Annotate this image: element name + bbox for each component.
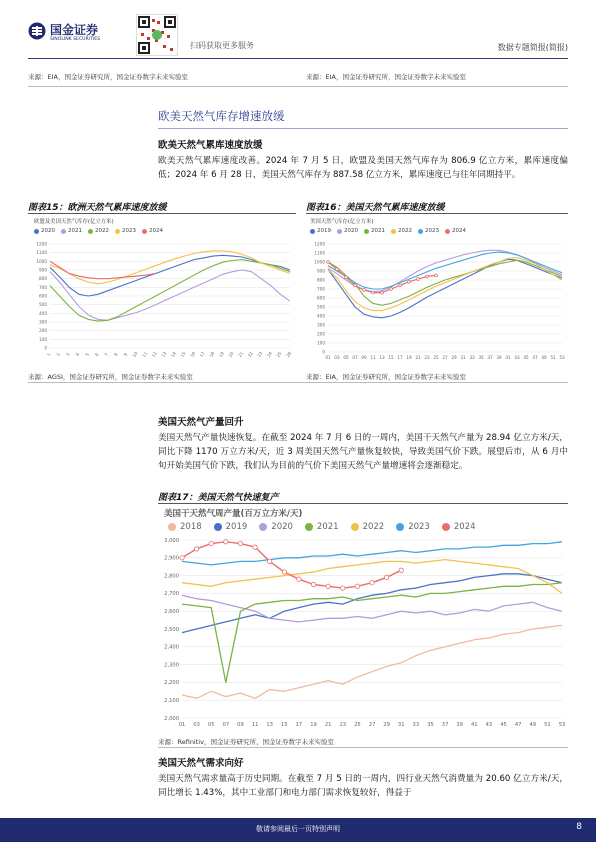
series-point-2024 bbox=[426, 275, 429, 278]
x-tick-label: 01 bbox=[325, 355, 331, 361]
y-tick-label: 300 bbox=[39, 319, 47, 325]
report-type: 数据专题简报(简报) bbox=[497, 43, 568, 52]
fig15-legend-item: 2022 bbox=[88, 228, 109, 234]
x-tick-label: 05 bbox=[343, 355, 349, 361]
series-point-2024 bbox=[326, 584, 330, 588]
fig15-legend-item: 2020 bbox=[34, 228, 55, 234]
x-tick-label: 37 bbox=[487, 355, 493, 361]
x-tick-label: 13 bbox=[379, 355, 385, 361]
series-point-2024 bbox=[311, 582, 315, 586]
series-point-2024 bbox=[238, 541, 242, 545]
series-point-2024 bbox=[209, 541, 213, 545]
x-tick-label: 12 bbox=[150, 350, 158, 359]
fig17-rule bbox=[158, 503, 568, 504]
y-tick-label: 400 bbox=[317, 313, 325, 319]
fig15-title: 图表15：欧洲天然气累库速度放缓 bbox=[28, 203, 167, 213]
fig16-chart bbox=[306, 238, 568, 366]
series-point-2024 bbox=[384, 575, 388, 579]
x-tick-label: 1 bbox=[45, 352, 52, 357]
section-title-rule bbox=[158, 128, 568, 129]
x-tick-label: 19 bbox=[310, 722, 317, 729]
y-tick-label: 0 bbox=[322, 349, 325, 355]
fig17-source: 来源：Refinitiv，国金证券研究所，国金证券数字未来实验室 bbox=[158, 738, 334, 746]
y-tick-label: 2,100 bbox=[164, 698, 179, 705]
x-tick-label: 33 bbox=[469, 355, 475, 361]
series-point-2024 bbox=[370, 581, 374, 585]
y-tick-label: 1100 bbox=[36, 250, 47, 256]
series-point-2024 bbox=[180, 556, 184, 560]
y-tick-label: 500 bbox=[317, 304, 325, 310]
x-tick-label: 29 bbox=[451, 355, 457, 361]
series-point-2024 bbox=[297, 577, 301, 581]
series-point-2024 bbox=[336, 268, 339, 271]
x-tick-label: 39 bbox=[456, 722, 463, 729]
series-point-2024 bbox=[417, 278, 420, 281]
fig16-legend-item: 2021 bbox=[364, 228, 385, 234]
x-tick-label: 51 bbox=[550, 355, 556, 361]
y-tick-label: 3,000 bbox=[164, 537, 179, 544]
series-point-2024 bbox=[355, 584, 359, 588]
y-tick-label: 900 bbox=[317, 268, 325, 274]
series-line-2023 bbox=[328, 252, 562, 289]
x-tick-label: 45 bbox=[523, 355, 529, 361]
fig17-legend-item: 2023 bbox=[396, 522, 430, 532]
x-tick-label: 19 bbox=[217, 350, 226, 359]
series-point-2024 bbox=[267, 559, 271, 563]
series-point-2024 bbox=[327, 261, 330, 264]
fig17-legend-item: 2018 bbox=[168, 522, 202, 532]
y-tick-label: 100 bbox=[39, 336, 47, 342]
logo-en-text: SINOLINK SECURITIES bbox=[50, 37, 101, 42]
x-tick-label: 35 bbox=[427, 722, 434, 729]
y-tick-label: 2,400 bbox=[164, 644, 179, 651]
y-tick-label: 2,000 bbox=[164, 715, 179, 722]
series-point-2024 bbox=[253, 545, 257, 549]
x-tick-label: 22 bbox=[246, 350, 254, 359]
series-point-2024 bbox=[381, 291, 384, 294]
fig15-legend-item: 2023 bbox=[115, 228, 136, 234]
x-tick-label: 23 bbox=[339, 722, 347, 729]
x-tick-label: 43 bbox=[514, 355, 520, 361]
x-tick-label: 25 bbox=[275, 350, 283, 359]
fig16-legend-item: 2022 bbox=[391, 228, 412, 234]
x-tick-label: 26 bbox=[285, 350, 293, 359]
fig17-bottom-rule bbox=[158, 747, 568, 748]
section-title: 欧美天然气库存增速放缓 bbox=[158, 109, 285, 123]
sub1-title: 欧美天然气累库速度放缓 bbox=[158, 140, 263, 151]
fig16-legend-item: 2024 bbox=[445, 228, 466, 234]
x-tick-label: 41 bbox=[505, 355, 511, 361]
x-tick-label: 53 bbox=[559, 355, 565, 361]
fig17-chart bbox=[158, 536, 568, 732]
fig16-source: 来源：EIA，国金证券研究所，国金证券数字未来实验室 bbox=[306, 373, 466, 381]
y-tick-label: 300 bbox=[317, 322, 325, 328]
x-tick-label: 23 bbox=[424, 355, 430, 361]
x-tick-label: 13 bbox=[266, 722, 273, 729]
fig-pair-bottom-rule bbox=[28, 382, 568, 383]
x-tick-label: 20 bbox=[227, 350, 235, 359]
y-tick-label: 2,900 bbox=[164, 555, 179, 562]
fig16-legend-item: 2023 bbox=[418, 228, 439, 234]
series-point-2024 bbox=[345, 276, 348, 279]
sub1-paragraph: 欧美天然气累库速度改善。2024 年 7 月 5 日，欧盟及美国天然气库存为 806.9 亿立方米，累库速度偏低；2024 年 6 月 28 日，美国天然气库存为 887.58 亿立方米，累库速度已与往年同期持平。 bbox=[158, 156, 568, 181]
x-tick-label: 15 bbox=[179, 350, 187, 359]
x-tick-label: 33 bbox=[412, 722, 420, 729]
fig17-legend-item: 2019 bbox=[214, 522, 248, 532]
fig16-rule bbox=[306, 213, 568, 214]
y-tick-label: 800 bbox=[317, 277, 325, 283]
fig15-legend-item: 2024 bbox=[142, 228, 163, 234]
x-tick-label: 39 bbox=[496, 355, 502, 361]
x-tick-label: 07 bbox=[352, 355, 358, 361]
top-source-left: 来源：EIA，国金证券研究所，国金证券数字未来实验室 bbox=[28, 73, 188, 81]
fig17-title: 图表17：美国天然气快速复产 bbox=[158, 493, 279, 503]
x-tick-label: 18 bbox=[208, 350, 216, 359]
logo-cn-text: 国金证券 bbox=[50, 23, 99, 37]
x-tick-label: 8 bbox=[113, 352, 119, 357]
top-source-rule bbox=[28, 86, 568, 87]
x-tick-label: 29 bbox=[383, 722, 390, 729]
sinolink-logo-icon bbox=[28, 22, 46, 40]
series-point-2024 bbox=[282, 570, 286, 574]
fig17-legend-item: 2020 bbox=[259, 522, 293, 532]
x-tick-label: 03 bbox=[193, 722, 200, 729]
fig15-chart bbox=[28, 238, 296, 366]
x-tick-label: 17 bbox=[295, 722, 303, 729]
top-source-right: 来源：EIA，国金证券研究所，国金证券数字未来实验室 bbox=[306, 73, 466, 81]
x-tick-label: 35 bbox=[478, 355, 484, 361]
fig17-inner-title: 美国干天然气周产量(百万立方米/天) bbox=[164, 509, 303, 519]
fig17-legend-item: 2021 bbox=[305, 522, 339, 532]
x-tick-label: 14 bbox=[169, 350, 178, 359]
y-tick-label: 2,600 bbox=[164, 609, 179, 616]
x-tick-label: 27 bbox=[442, 355, 448, 361]
y-tick-label: 2,700 bbox=[164, 591, 179, 598]
series-point-2024 bbox=[363, 289, 366, 292]
x-tick-label: 17 bbox=[397, 355, 403, 361]
y-tick-label: 2,200 bbox=[164, 680, 179, 687]
x-tick-label: 19 bbox=[406, 355, 412, 361]
x-tick-label: 5 bbox=[84, 352, 90, 357]
logo bbox=[28, 20, 120, 46]
y-tick-label: 1200 bbox=[36, 241, 47, 247]
y-tick-label: 900 bbox=[39, 267, 47, 273]
fig15-legend-item: 2021 bbox=[61, 228, 82, 234]
x-tick-label: 03 bbox=[334, 355, 340, 361]
x-tick-label: 25 bbox=[354, 722, 361, 729]
x-tick-label: 05 bbox=[207, 722, 215, 729]
y-tick-label: 400 bbox=[39, 310, 47, 316]
x-tick-label: 09 bbox=[361, 355, 367, 361]
qr-caption: 扫码获取更多服务 bbox=[190, 41, 254, 50]
series-point-2024 bbox=[408, 280, 411, 283]
x-tick-label: 51 bbox=[544, 722, 551, 729]
x-tick-label: 27 bbox=[368, 722, 376, 729]
x-tick-label: 47 bbox=[514, 722, 522, 729]
page-number: 8 bbox=[576, 822, 582, 832]
series-line-2022 bbox=[182, 560, 562, 594]
y-tick-label: 600 bbox=[317, 295, 325, 301]
y-tick-label: 700 bbox=[317, 286, 325, 292]
x-tick-label: 17 bbox=[198, 350, 206, 359]
x-tick-label: 49 bbox=[529, 722, 537, 729]
x-tick-label: 11 bbox=[370, 355, 376, 361]
fig16-title: 图表16：美国天然气累库速度放缓 bbox=[306, 203, 445, 213]
x-tick-label: 7 bbox=[103, 352, 110, 357]
qr-code[interactable] bbox=[136, 14, 178, 56]
series-point-2024 bbox=[435, 274, 438, 277]
fig16-legend bbox=[310, 228, 466, 234]
header-rule bbox=[28, 58, 568, 59]
fig17-legend-item: 2024 bbox=[442, 522, 476, 532]
x-tick-label: 31 bbox=[460, 355, 466, 361]
x-tick-label: 09 bbox=[237, 722, 244, 729]
x-tick-label: 4 bbox=[74, 352, 81, 357]
x-tick-label: 07 bbox=[222, 722, 230, 729]
y-tick-label: 2,500 bbox=[164, 626, 179, 633]
y-tick-label: 2,300 bbox=[164, 662, 179, 669]
y-tick-label: 200 bbox=[317, 331, 325, 337]
x-tick-label: 43 bbox=[485, 722, 493, 729]
x-tick-label: 21 bbox=[237, 350, 245, 359]
y-tick-label: 500 bbox=[39, 302, 47, 308]
x-tick-label: 37 bbox=[441, 722, 449, 729]
series-line-2018 bbox=[182, 625, 562, 698]
x-tick-label: 13 bbox=[160, 350, 168, 359]
sub2-title: 美国天然气产量回升 bbox=[158, 417, 244, 428]
y-tick-label: 800 bbox=[39, 276, 47, 282]
series-point-2024 bbox=[390, 288, 393, 291]
y-tick-label: 1000 bbox=[314, 259, 325, 265]
fig15-legend bbox=[34, 228, 163, 234]
series-point-2024 bbox=[399, 568, 403, 572]
series-point-2024 bbox=[194, 547, 198, 551]
x-tick-label: 23 bbox=[256, 350, 264, 359]
y-tick-label: 0 bbox=[44, 345, 47, 351]
x-tick-label: 47 bbox=[532, 355, 538, 361]
sub3-paragraph: 美国天然气需求量高于历史同期。在截至 7 月 5 日的一周内，四行业天然气消费量为 20.60 亿立方米/天，同比增长 1.43%，其中工业部门和电力部门需求恢复较好，得益于 bbox=[158, 774, 568, 799]
y-tick-label: 700 bbox=[39, 284, 47, 290]
fig15-rule bbox=[28, 213, 296, 214]
fig15-inner-title: 欧盟及美国天然气库存(亿立方米) bbox=[34, 219, 114, 225]
x-tick-label: 3 bbox=[65, 352, 71, 357]
fig16-inner-title: 美国天然气库存(亿立方米) bbox=[310, 219, 374, 225]
x-tick-label: 15 bbox=[281, 722, 288, 729]
sub2-paragraph: 美国天然气产量快速恢复。在截至 2024 年 7 月 6 日的一周内，美国干天然气产量为 28.94 亿立方米/天，同比下降 1170 万立方米/天，近 3 周美国天然气产量恢复较快，导致美国气价下跌。展望后市，从 6 月中旬开始美国气价下跌，我们认为目前的气价下美国天然气产量增速将会逐渐稳定。 bbox=[158, 433, 568, 472]
x-tick-label: 9 bbox=[122, 352, 129, 357]
x-tick-label: 31 bbox=[397, 722, 405, 729]
x-tick-label: 41 bbox=[471, 722, 478, 729]
y-tick-label: 1200 bbox=[314, 241, 325, 247]
qr-code-icon bbox=[137, 15, 177, 55]
x-tick-label: 11 bbox=[251, 722, 259, 729]
sub3-title: 美国天然气需求向好 bbox=[158, 758, 244, 769]
x-tick-label: 21 bbox=[415, 355, 421, 361]
series-line-2021 bbox=[182, 583, 562, 683]
x-tick-label: 25 bbox=[433, 355, 439, 361]
y-tick-label: 100 bbox=[317, 340, 325, 346]
footer-disclaimer[interactable]: 敬请参阅最后一页特别声明 bbox=[256, 825, 340, 833]
x-tick-label: 15 bbox=[388, 355, 394, 361]
fig16-legend-item: 2020 bbox=[337, 228, 358, 234]
x-tick-label: 45 bbox=[500, 722, 507, 729]
x-tick-label: 53 bbox=[558, 722, 566, 729]
y-tick-label: 200 bbox=[39, 328, 47, 334]
y-tick-label: 600 bbox=[39, 293, 47, 299]
series-point-2024 bbox=[224, 540, 228, 544]
x-tick-label: 6 bbox=[93, 352, 100, 357]
series-point-2024 bbox=[399, 284, 402, 287]
x-tick-label: 24 bbox=[265, 350, 274, 359]
series-point-2024 bbox=[372, 291, 375, 294]
fig17-legend bbox=[168, 522, 475, 532]
y-tick-label: 2,800 bbox=[164, 573, 179, 580]
series-point-2024 bbox=[354, 284, 357, 287]
x-tick-label: 49 bbox=[541, 355, 547, 361]
series-point-2024 bbox=[341, 586, 345, 590]
fig17-legend-item: 2022 bbox=[351, 522, 385, 532]
fig15-source: 来源：AGSI，国金证券研究所，国金证券数字未来实验室 bbox=[28, 373, 193, 381]
x-tick-label: 11 bbox=[141, 350, 149, 359]
x-tick-label: 01 bbox=[178, 722, 186, 729]
y-tick-label: 1100 bbox=[314, 250, 325, 256]
fig16-legend-item: 2019 bbox=[310, 228, 331, 234]
x-tick-label: 21 bbox=[324, 722, 332, 729]
x-tick-label: 16 bbox=[189, 350, 197, 359]
y-tick-label: 1000 bbox=[36, 258, 47, 264]
x-tick-label: 10 bbox=[131, 350, 139, 359]
x-tick-label: 2 bbox=[55, 352, 62, 357]
